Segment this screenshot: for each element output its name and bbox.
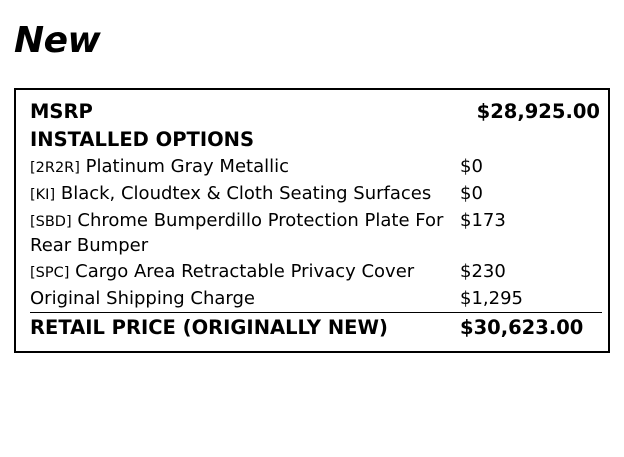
option-label bbox=[30, 154, 460, 181]
table-row bbox=[30, 208, 602, 259]
option-name: Cargo Area Retractable Privacy Cover bbox=[75, 261, 415, 282]
installed-options-label: INSTALLED OPTIONS bbox=[30, 128, 255, 151]
retail-price-label: RETAIL PRICE (ORIGINALLY NEW) bbox=[30, 313, 460, 344]
option-code: [SPC] bbox=[30, 265, 70, 281]
option-name: Black, Cloudtex & Cloth Seating Surfaces bbox=[60, 183, 432, 204]
option-price: $0 bbox=[460, 183, 483, 204]
option-price: $173 bbox=[460, 210, 506, 231]
option-code: [KI] bbox=[30, 187, 56, 203]
table-row bbox=[30, 154, 602, 181]
msrp-label: MSRP bbox=[30, 100, 93, 123]
installed-options-value-blank bbox=[460, 126, 602, 154]
table-row bbox=[30, 181, 602, 208]
msrp-value: $28,925.00 bbox=[476, 100, 600, 123]
option-name: Chrome Bumperdillo Protection Plate For Rear Bumper bbox=[30, 210, 444, 256]
option-code: [2R2R] bbox=[30, 160, 80, 176]
table-row bbox=[30, 259, 602, 286]
shipping-label: Original Shipping Charge bbox=[30, 288, 255, 309]
option-code: [SBD] bbox=[30, 214, 72, 230]
option-price: $230 bbox=[460, 261, 506, 282]
option-price: $0 bbox=[460, 156, 483, 177]
table-row-msrp bbox=[30, 98, 602, 126]
table-row-retail-price bbox=[30, 313, 602, 344]
shipping-value: $1,295 bbox=[460, 288, 523, 309]
pricing-panel bbox=[14, 88, 610, 353]
page-title: New bbox=[14, 20, 101, 61]
table-row-shipping bbox=[30, 286, 602, 313]
option-label bbox=[30, 208, 460, 259]
option-label bbox=[30, 181, 460, 208]
option-name: Platinum Gray Metallic bbox=[85, 156, 290, 177]
pricing-table bbox=[30, 98, 602, 343]
retail-price-value: $30,623.00 bbox=[460, 313, 602, 344]
option-label bbox=[30, 259, 460, 286]
table-row-installed-options-heading bbox=[30, 126, 602, 154]
